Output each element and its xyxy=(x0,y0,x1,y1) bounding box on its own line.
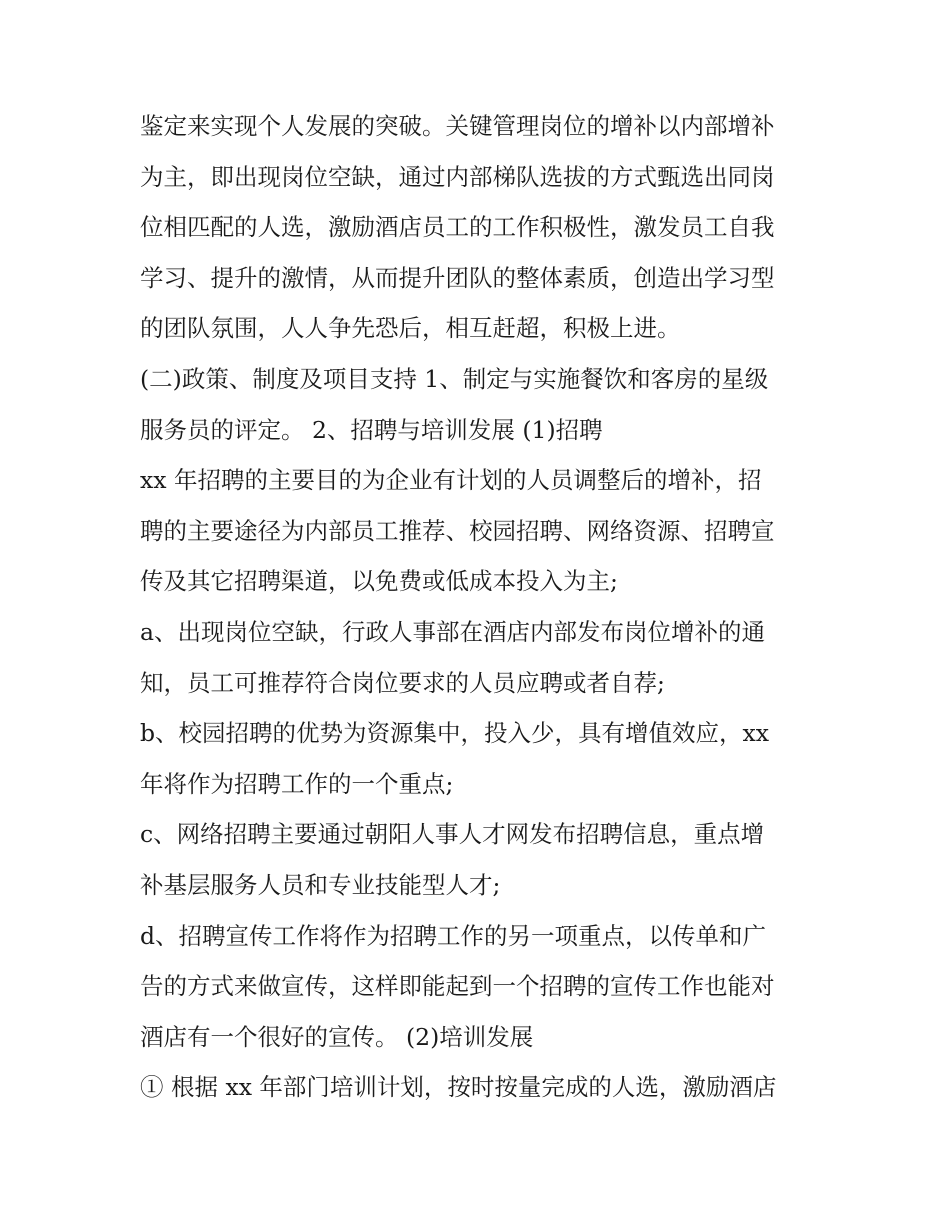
text-line: 服务员的评定。 2、招聘与培训发展 (1)招聘 xyxy=(140,415,603,444)
text-line: c、网络招聘主要通过朝阳人事人才网发布招聘信息，重点增 xyxy=(140,820,765,849)
text-line: b、校园招聘的优势为资源集中，投入少，具有增值效应，xx xyxy=(140,719,770,748)
text-line: 酒店有一个很好的宣传。 (2)培训发展 xyxy=(140,1022,534,1051)
text-line: 学习、提升的激情，从而提升团队的整体素质，创造出学习型 xyxy=(140,263,775,292)
text-line: 补基层服务人员和专业技能型人才; xyxy=(140,870,501,899)
text-line: 为主，即出现岗位空缺，通过内部梯队选拔的方式甄选出同岗 xyxy=(140,162,775,191)
document-body xyxy=(140,101,820,1113)
text-line: xx 年招聘的主要目的为企业有计划的人员调整后的增补，招 xyxy=(140,466,762,495)
text-line: 传及其它招聘渠道，以免费或低成本投入为主; xyxy=(140,567,618,596)
text-line: a、出现岗位空缺，行政人事部在酒店内部发布岗位增补的通 xyxy=(140,617,766,646)
text-line: 知，员工可推荐符合岗位要求的人员应聘或者自荐; xyxy=(140,668,665,697)
text-line: ① 根据 xx 年部门培训计划，按时按量完成的人选，激励酒店 xyxy=(140,1073,777,1102)
text-line: 的团队氛围，人人争先恐后，相互赶超，积极上进。 xyxy=(140,314,681,343)
text-line: 鉴定来实现个人发展的突破。关键管理岗位的增补以内部增补 xyxy=(140,112,775,140)
text-line: 告的方式来做宣传，这样即能起到一个招聘的宣传工作也能对 xyxy=(140,972,775,1001)
text-line: 位相匹配的人选，激励酒店员工的工作积极性，激发员工自我 xyxy=(140,213,775,242)
text-line: 聘的主要途径为内部员工推荐、校园招聘、网络资源、招聘宣 xyxy=(140,516,775,545)
text-line: d、招聘宣传工作将作为招聘工作的另一项重点，以传单和广 xyxy=(140,921,767,950)
text-line: 年将作为招聘工作的一个重点; xyxy=(140,769,454,798)
text-line: (二)政策、制度及项目支持 1、制定与实施餐饮和客房的星级 xyxy=(140,364,769,393)
